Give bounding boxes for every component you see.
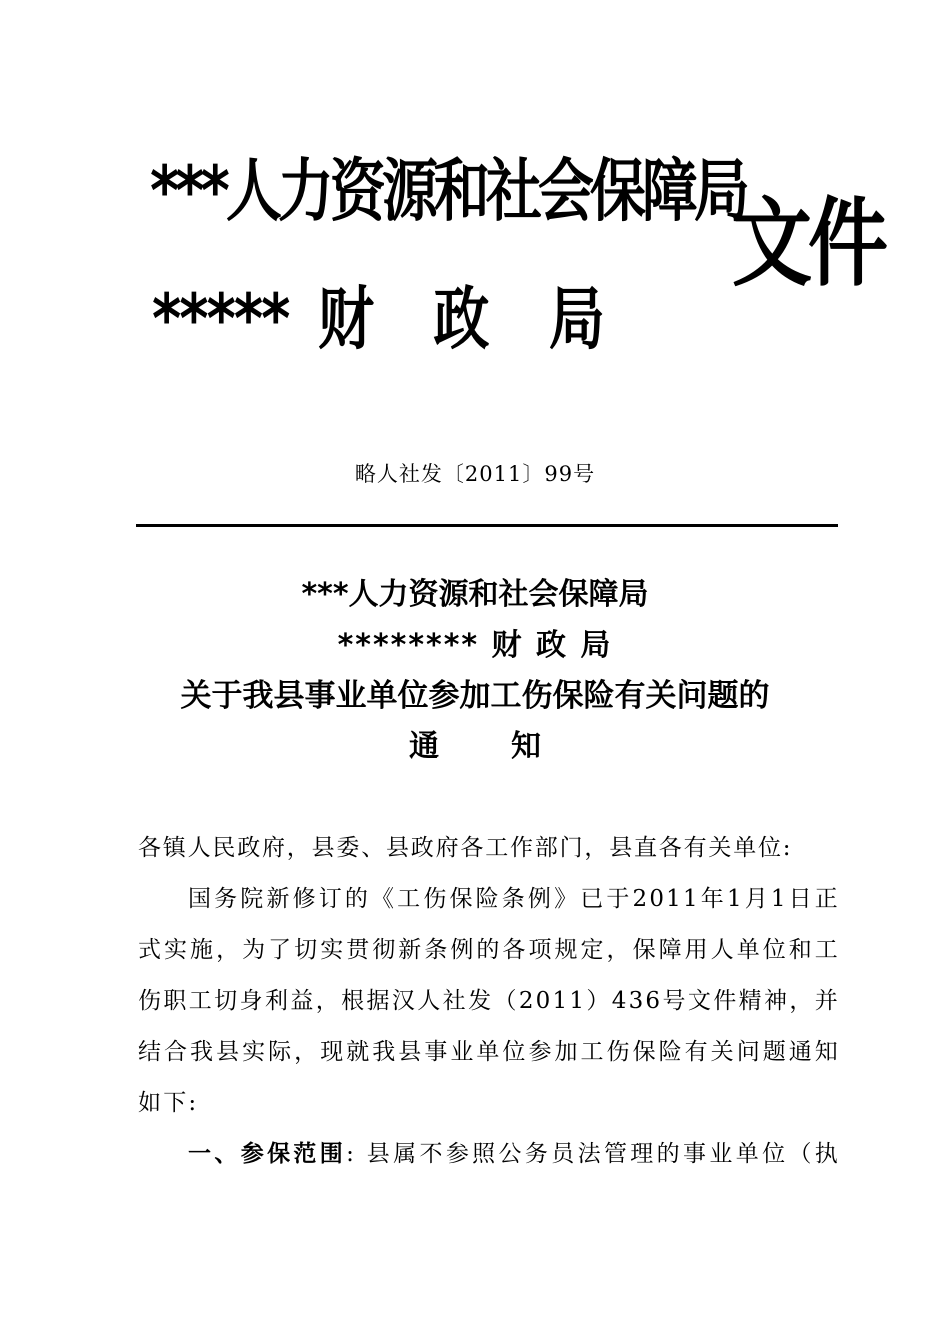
title-line-3: 关于我县事业单位参加工伤保险有关问题的 [180,678,770,714]
document-number: 略人社发〔2011〕99号 [354,462,596,486]
paragraph-1-line-1: 国务院新修订的《工伤保险条例》已于2011年1月1日正 [188,886,840,912]
header-divider [136,524,838,527]
paragraph-1-line-2: 式实施，为了切实贯彻新条例的各项规定，保障用人单位和工 [138,937,840,963]
section-1-line [138,1132,840,1176]
title-line-4-b: 知 [511,729,541,764]
section-1-heading: 一、参保范围 [188,1141,347,1167]
header-org-line2-name: 财 政 局 [317,280,625,360]
title-line-4-a: 通 [409,729,439,764]
title-line-4 [0,727,950,767]
section-1-text: : 县属不参照公务员法管理的事业单位（执 [346,1141,841,1167]
header-org-line2 [152,278,625,363]
header-org-line1: ***人力资源和社会保障局 [150,152,746,232]
title-line-1: ***人力资源和社会保障局 [301,577,649,612]
paragraph-1-line-5: 如下: [138,1090,199,1116]
salutation: 各镇人民政府，县委、县政府各工作部门，县直各有关单位: [138,835,793,861]
title-line-2: ******** 财 政 局 [337,628,613,663]
header-org-line2-stars: ***** [152,280,289,360]
paragraph-1-line-4: 结合我县实际，现就我县事业单位参加工伤保险有关问题通知 [138,1039,840,1065]
paragraph-1-line-3: 伤职工切身利益，根据汉人社发（2011）436号文件精神，并 [138,988,840,1014]
header-doc-type: 文件 [732,187,884,300]
